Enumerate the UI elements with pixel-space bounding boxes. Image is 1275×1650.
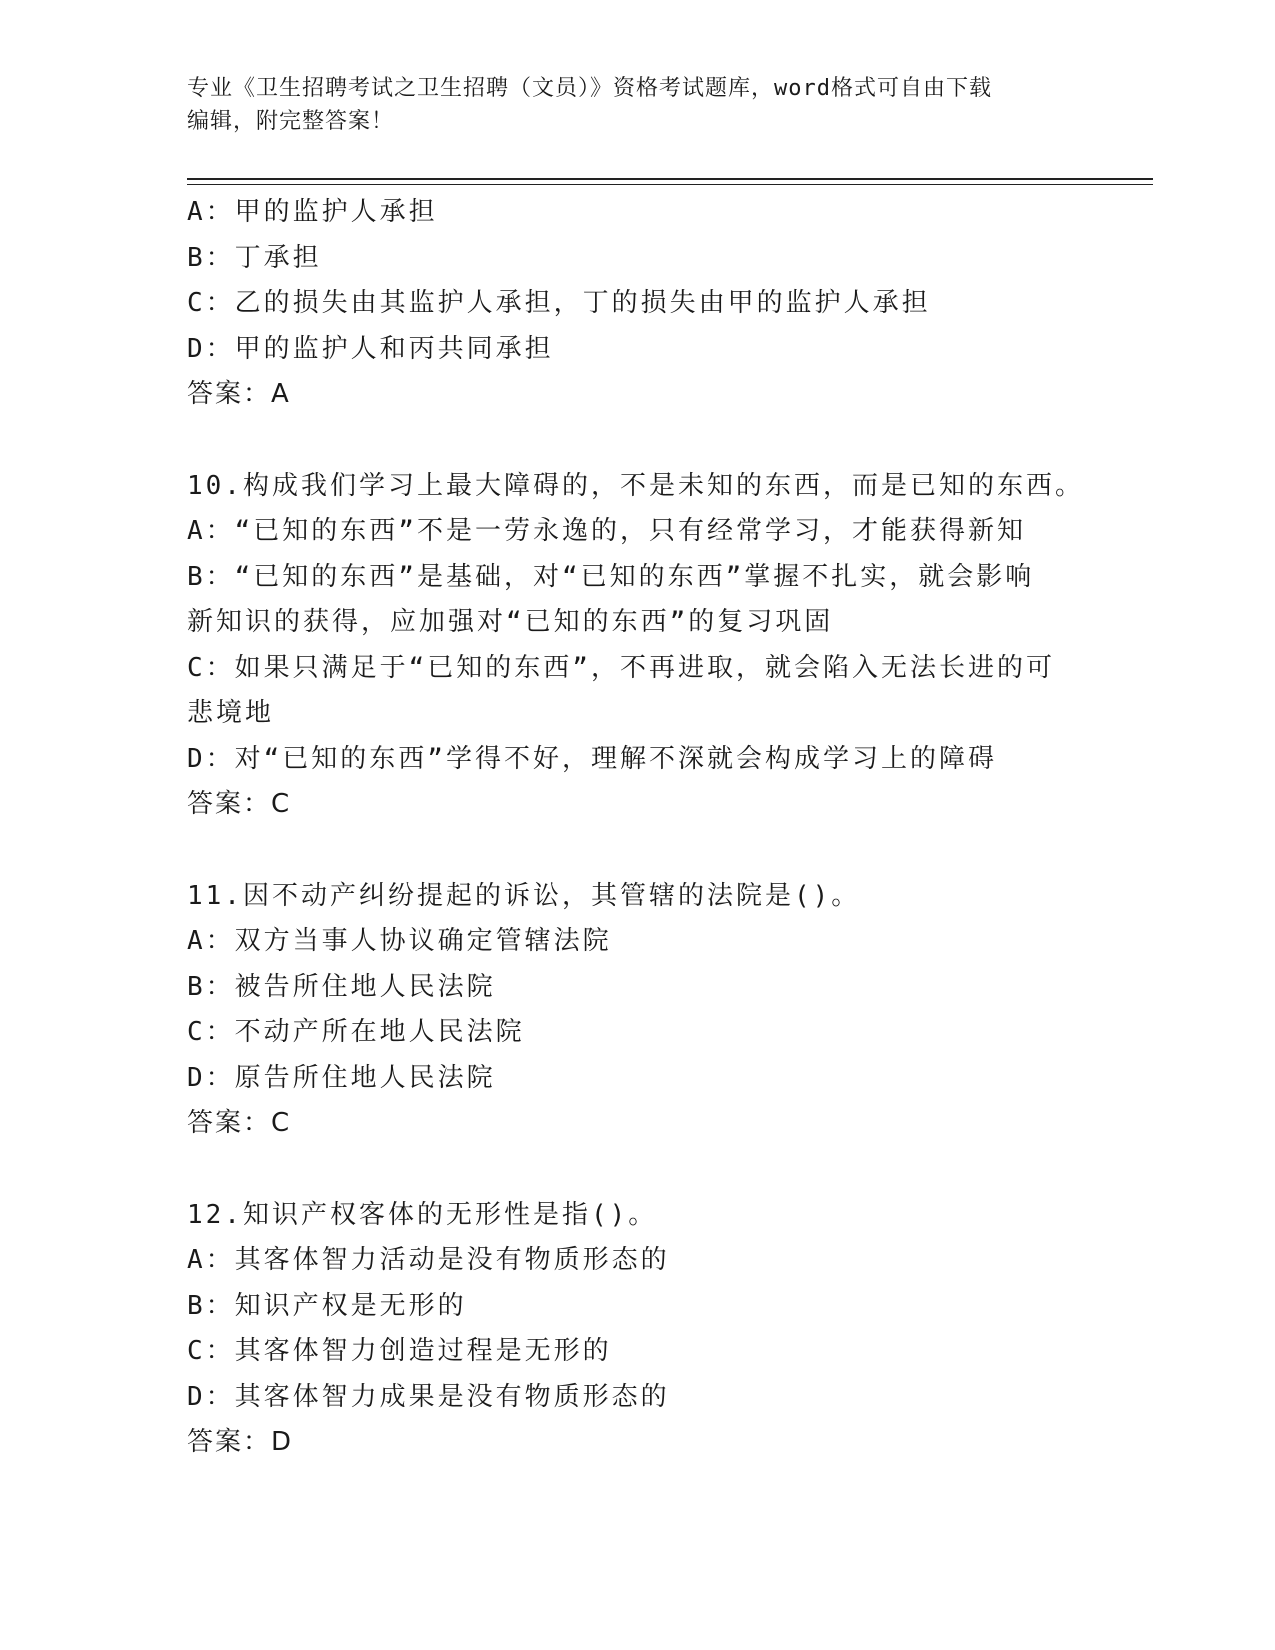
answer: 答案：A <box>187 379 291 409</box>
question-9-continued <box>187 190 1087 418</box>
option-b: B：丁承担 <box>187 242 322 273</box>
question-11 <box>187 874 1087 1147</box>
option-b-line-1: B：“已知的东西”是基础，对“已知的东西”掌握不扎实，就会影响 <box>187 561 1035 592</box>
option-b: B：被告所住地人民法院 <box>187 971 496 1002</box>
header-divider-thick <box>187 178 1153 180</box>
answer: 答案：D <box>187 1427 294 1457</box>
spacer <box>187 828 1087 874</box>
option-a: A：甲的监护人承担 <box>187 197 438 227</box>
question-12 <box>187 1193 1087 1466</box>
option-b: B：知识产权是无形的 <box>187 1290 467 1321</box>
option-c-line-1: C：如果只满足于“已知的东西”，不再进取，就会陷入无法长进的可 <box>187 652 1055 683</box>
header-line-2: 编辑，附完整答案！ <box>187 109 395 134</box>
option-c-line-2: 悲境地 <box>187 698 275 728</box>
option-a: A：双方当事人协议确定管辖法院 <box>187 926 612 956</box>
option-c: C：不动产所在地人民法院 <box>187 1017 525 1047</box>
question-title: 10.构成我们学习上最大障碍的，不是未知的东西，而是已知的东西。 <box>187 470 1084 501</box>
option-b-line-2: 新知识的获得，应加强对“已知的东西”的复习巩固 <box>187 607 834 637</box>
document-header <box>187 72 1067 138</box>
answer: 答案：C <box>187 789 292 819</box>
option-d: D：其客体智力成果是没有物质形态的 <box>187 1381 670 1412</box>
header-line-1: 专业《卫生招聘考试之卫生招聘（文员）》资格考试题库，word格式可自由下载 <box>187 76 992 101</box>
option-c: C：乙的损失由其监护人承担，丁的损失由甲的监护人承担 <box>187 288 931 318</box>
header-divider-thin <box>187 184 1153 185</box>
option-c: C：其客体智力创造过程是无形的 <box>187 1336 612 1366</box>
spacer <box>187 1147 1087 1193</box>
answer: 答案：C <box>187 1108 292 1138</box>
question-title: 11.因不动产纠纷提起的诉讼，其管辖的法院是()。 <box>187 880 861 911</box>
option-a: A：其客体智力活动是没有物质形态的 <box>187 1245 670 1275</box>
option-d: D：原告所住地人民法院 <box>187 1062 496 1093</box>
option-d: D：甲的监护人和丙共同承担 <box>187 333 554 364</box>
option-a: A：“已知的东西”不是一劳永逸的，只有经常学习，才能获得新知 <box>187 516 1026 546</box>
question-list <box>187 190 1087 1466</box>
question-title: 12.知识产权客体的无形性是指()。 <box>187 1199 658 1230</box>
question-10 <box>187 464 1087 828</box>
spacer <box>187 418 1087 464</box>
option-d: D：对“已知的东西”学得不好，理解不深就会构成学习上的障碍 <box>187 743 997 774</box>
